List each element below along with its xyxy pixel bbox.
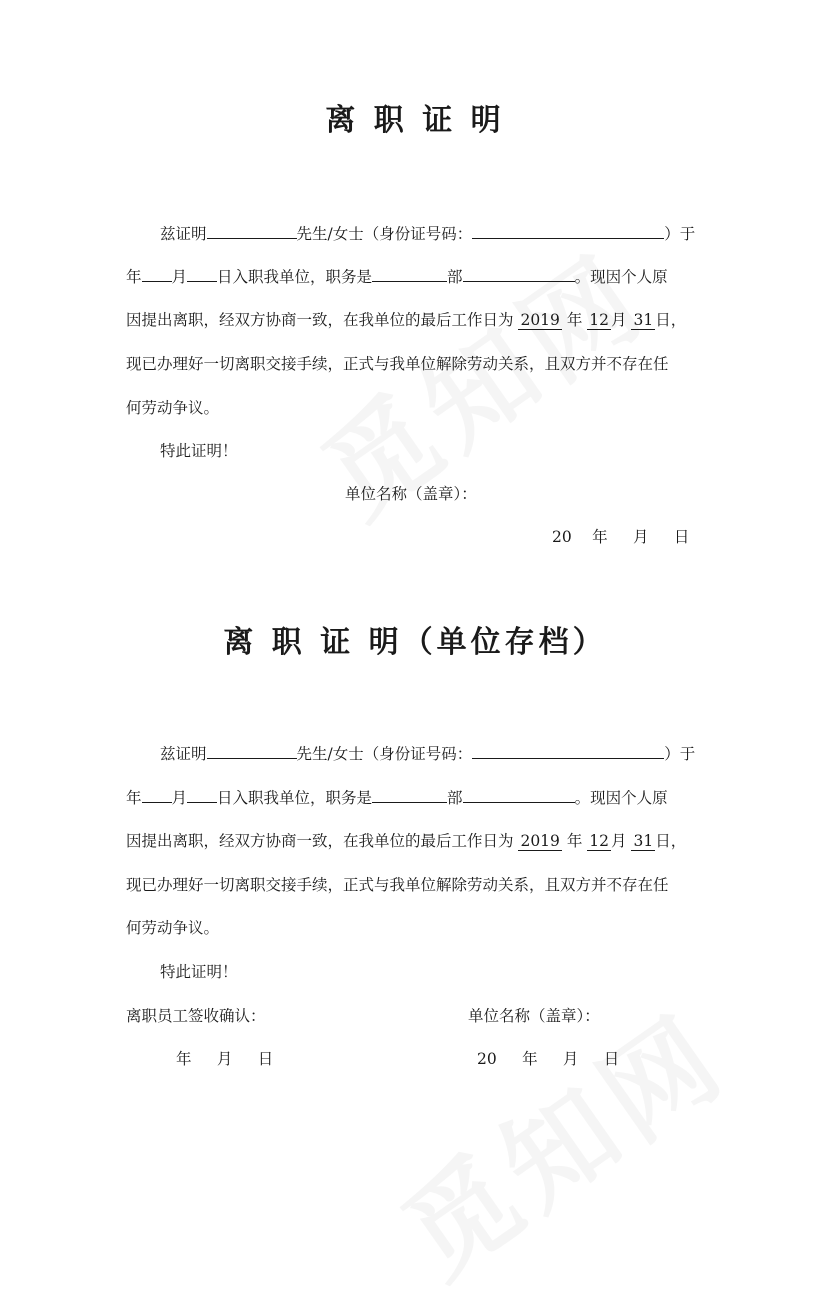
text-year-unit: 年 — [566, 311, 583, 329]
idcard-blank[interactable] — [472, 742, 664, 759]
text-dept: 部 — [447, 789, 463, 807]
lastday-month: 12 — [589, 311, 610, 329]
text-day-unit: 日， — [655, 832, 687, 850]
text-day-unit: 日， — [655, 311, 687, 329]
unit-seal-label: 单位名称（盖章）： — [345, 485, 477, 503]
year-blank[interactable] — [142, 786, 172, 803]
dept-blank[interactable] — [463, 265, 575, 282]
archive-paragraph-line-2 — [126, 786, 668, 809]
archive-paragraph-line-3 — [126, 830, 686, 852]
text-lastday: 因提出离职，经双方协商一致，在我单位的最后工作日为 — [126, 311, 514, 329]
text-end: 。现因个人原 — [574, 268, 668, 286]
lastday-day: 31 — [633, 311, 654, 329]
text-month-unit: 月 — [611, 311, 627, 329]
archive-certify-line: 特此证明！ — [160, 963, 238, 981]
text-year: 年 — [126, 268, 142, 286]
dept-blank[interactable] — [463, 786, 575, 803]
text-close: ）于 — [664, 745, 696, 763]
text-day: 日入职我单位，职务是 — [217, 789, 373, 807]
text-dept: 部 — [447, 268, 463, 286]
employee-date-line: 年 月 日 — [176, 1050, 274, 1068]
text-idcard: （身份证号码： — [363, 225, 473, 243]
date-line: 20 年 月 日 — [552, 528, 690, 546]
position-blank[interactable] — [372, 265, 447, 282]
text-lead: 兹证明 — [160, 745, 207, 763]
page-title: 离 职 证 明 — [325, 103, 505, 138]
archive-paragraph-line-4: 现已办理好一切离职交接手续，正式与我单位解除劳动关系，且双方并不存在任 — [126, 876, 669, 894]
text-end: 。现因个人原 — [574, 789, 668, 807]
certify-line: 特此证明！ — [160, 442, 238, 460]
text-gender: 先生/女士 — [296, 225, 364, 243]
lastday-day: 31 — [633, 832, 654, 850]
paragraph-line-5: 何劳动争议。 — [126, 399, 220, 417]
unit-date-line: 20 年 月 日 — [477, 1050, 620, 1068]
text-close: ）于 — [664, 225, 696, 243]
paragraph-line-1 — [160, 222, 695, 245]
text-month: 月 — [171, 268, 188, 286]
month-blank[interactable] — [187, 786, 217, 803]
paragraph-line-2 — [126, 265, 668, 288]
name-blank[interactable] — [207, 742, 297, 759]
employee-confirm-label: 离职员工签收确认： — [126, 1007, 266, 1025]
lastday-month: 12 — [589, 832, 610, 850]
text-year: 年 — [126, 789, 142, 807]
text-month: 月 — [171, 789, 188, 807]
lastday-year: 2019 — [520, 832, 560, 850]
idcard-blank[interactable] — [472, 222, 664, 239]
archive-paragraph-line-1 — [160, 742, 695, 765]
text-lastday: 因提出离职，经双方协商一致，在我单位的最后工作日为 — [126, 832, 514, 850]
text-day: 日入职我单位，职务是 — [217, 268, 373, 286]
archive-title: 离 职 证 明（单位存档） — [223, 625, 607, 660]
paragraph-line-3 — [126, 309, 686, 331]
name-blank[interactable] — [207, 222, 297, 239]
text-gender: 先生/女士 — [296, 745, 364, 763]
text-year-unit: 年 — [566, 832, 583, 850]
text-month-unit: 月 — [611, 832, 627, 850]
archive-unit-seal-label: 单位名称（盖章）： — [468, 1007, 600, 1025]
position-blank[interactable] — [372, 786, 447, 803]
year-blank[interactable] — [142, 265, 172, 282]
month-blank[interactable] — [187, 265, 217, 282]
text-lead: 兹证明 — [160, 225, 207, 243]
text-idcard: （身份证号码： — [363, 745, 473, 763]
paragraph-line-4: 现已办理好一切离职交接手续，正式与我单位解除劳动关系，且双方并不存在任 — [126, 355, 669, 373]
lastday-year: 2019 — [520, 311, 560, 329]
archive-paragraph-line-5: 何劳动争议。 — [126, 919, 220, 937]
